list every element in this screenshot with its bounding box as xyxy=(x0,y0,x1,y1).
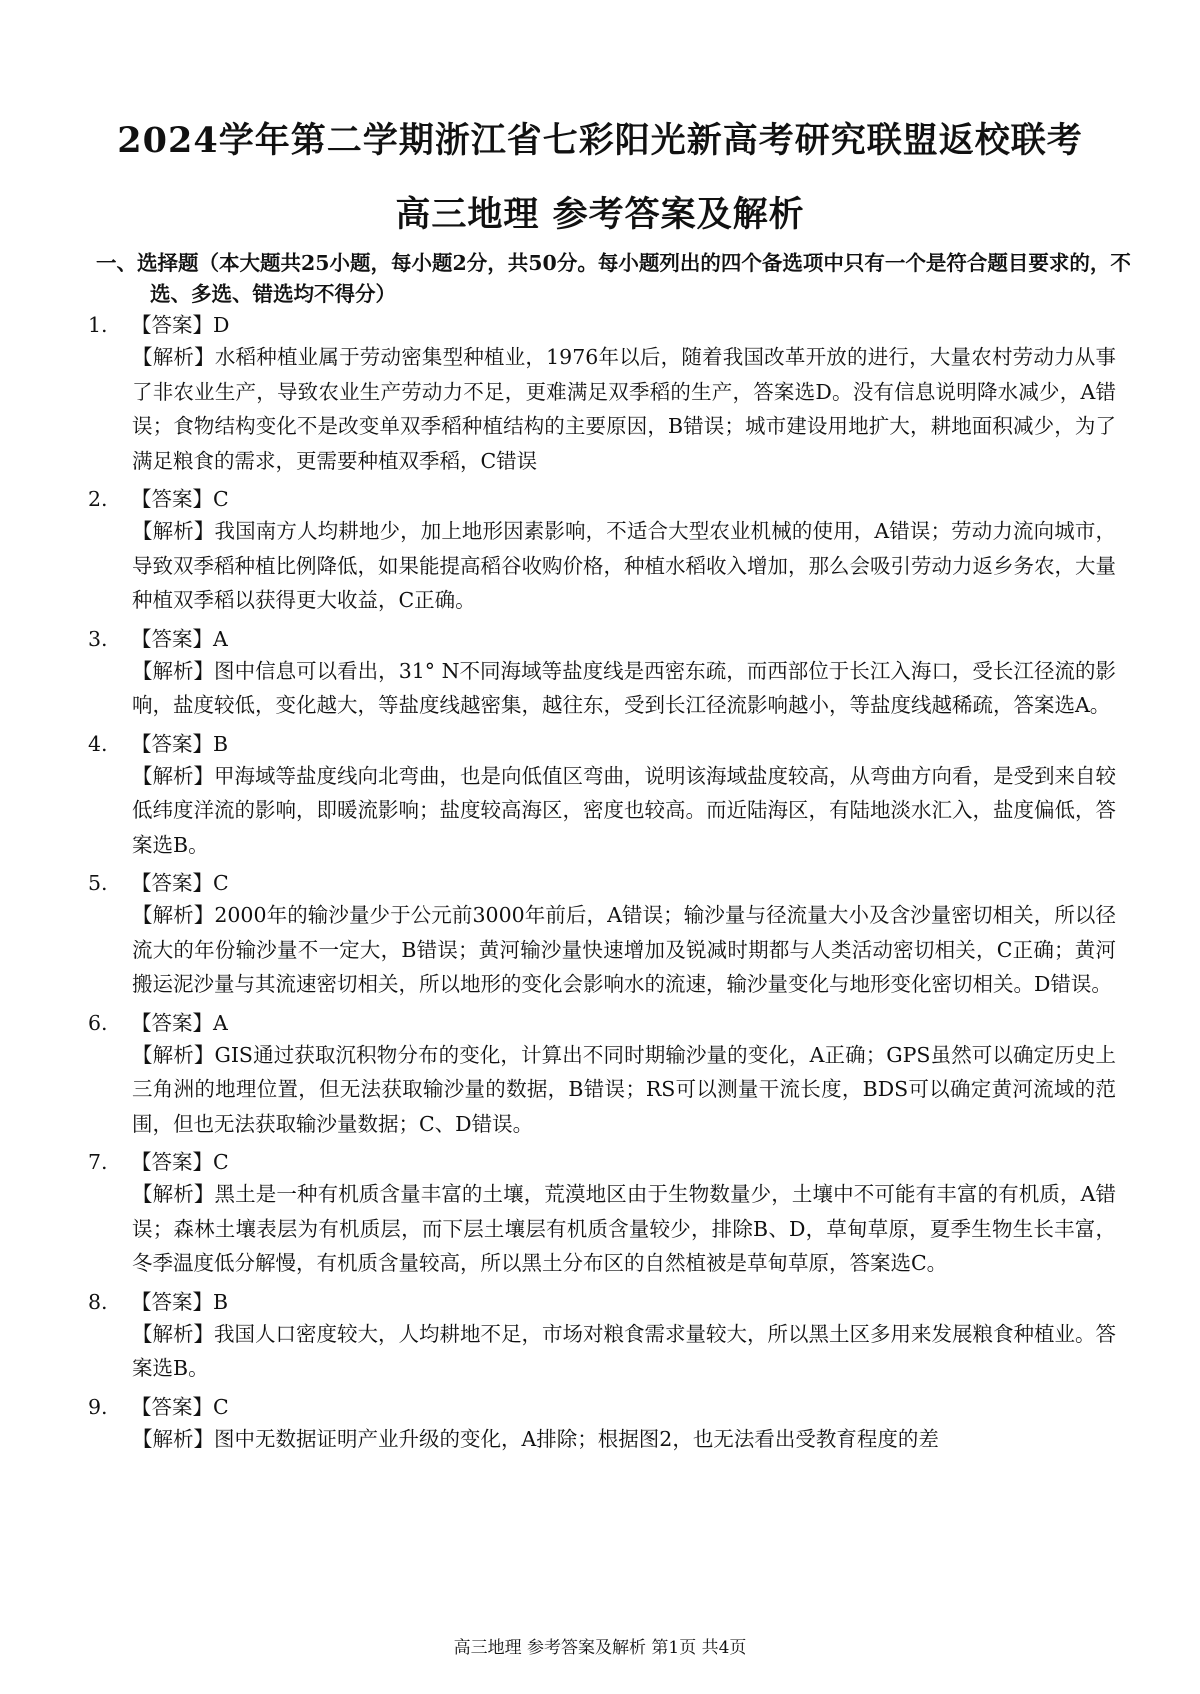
question-item xyxy=(88,729,1116,863)
page-footer: 高三地理 参考答案及解析 第1页 共4页 xyxy=(453,1638,747,1658)
answer-text: 【答案】A xyxy=(131,626,228,651)
question-item xyxy=(88,1392,1116,1457)
question-item xyxy=(88,868,1116,1002)
answer-line xyxy=(88,484,1116,514)
question-item xyxy=(88,1147,1116,1281)
page-subtitle: 高三地理 参考答案及解析 xyxy=(395,194,805,235)
question-item xyxy=(88,624,1116,723)
explanation-text: 【解析】2000年的输沙量少于公元前3000年前后，A错误；输沙量与径流量大小及含沙量密切相关，所以径流大的年份输沙量不一定大，B错误；黄河输沙量快速增加及锐减时期都与人类活动密切相关，C正确；黄河搬运泥沙量与其流速密切相关，所以地形的变化会影响水的流速，输沙量变化与地形变化密切相关。D错误。 xyxy=(132,903,1116,996)
answer-line xyxy=(88,624,1116,654)
question-number: 6. xyxy=(88,1010,108,1035)
explanation-text: 【解析】水稻种植业属于劳动密集型种植业，1976年以后，随着我国改革开放的进行，大量农村劳动力从事了非农业生产，导致农业生产劳动力不足，更难满足双季稻的生产，答案选D。没有信息说明降水减少，A错误；食物结构变化不是改变单双季稻种植结构的主要原因，B错误；城市建设用地扩大，耕地面积减少，为了满足粮食的需求，更需要种植双季稻，C错误 xyxy=(132,345,1116,473)
answer-text: 【答案】B xyxy=(131,731,229,756)
question-list xyxy=(88,310,1116,1462)
question-item xyxy=(88,1008,1116,1142)
question-number: 2. xyxy=(88,487,108,511)
answer-line xyxy=(88,1008,1116,1038)
explanation-text: 【解析】我国南方人均耕地少，加上地形因素影响，不适合大型农业机械的使用，A错误；劳动力流向城市，导致双季稻种植比例降低，如果能提高稻谷收购价格，种植水稻收入增加，那么会吸引劳动力返乡务农，大量种植双季稻以获得更大收益，C正确。 xyxy=(132,519,1116,612)
explanation-text: 【解析】图中信息可以看出，31° N不同海域等盐度线是西密东疏，而西部位于长江入海口，受长江径流的影响，盐度较低，变化越大，等盐度线越密集，越往东，受到长江径流影响越小，等盐度线越稀疏，答案选A。 xyxy=(132,658,1116,717)
answer-line xyxy=(88,1392,1116,1422)
question-number: 8. xyxy=(88,1289,108,1314)
answer-line xyxy=(88,1287,1116,1317)
explanation-text: 【解析】我国人口密度较大，人均耕地不足，市场对粮食需求量较大，所以黑土区多用来发展粮食种植业。答案选B。 xyxy=(132,1321,1116,1380)
explanation-text: 【解析】黑土是一种有机质含量丰富的土壤，荒漠地区由于生物数量少，土壤中不可能有丰富的有机质，A错误；森林土壤表层为有机质层，而下层土壤层有机质含量较少，排除B、D，草甸草原，夏季生物生长丰富，冬季温度低分解慢，有机质含量较高，所以黑土分布区的自然植被是草甸草原，答案选C。 xyxy=(132,1182,1116,1275)
question-number: 1. xyxy=(88,313,108,337)
answer-line xyxy=(88,310,1116,340)
answer-text: 【答案】C xyxy=(131,1150,229,1174)
section-heading: 一、选择题（本大题共25小题，每小题2分，共50分。每小题列出的四个备选项中只有一个是符合题目要求的，不选、多选、错选均不得分） xyxy=(96,251,1131,306)
question-item xyxy=(88,310,1116,478)
question-number: 5. xyxy=(88,871,108,895)
answer-text: 【答案】A xyxy=(131,1010,228,1035)
answer-text: 【答案】C xyxy=(131,1394,229,1419)
answer-line xyxy=(88,868,1116,898)
question-number: 7. xyxy=(88,1150,108,1174)
answer-line xyxy=(88,729,1116,759)
question-number: 9. xyxy=(88,1394,108,1419)
explanation-text: 【解析】GIS通过获取沉积物分布的变化，计算出不同时期输沙量的变化，A正确；GPS虽然可以确定历史上三角洲的地理位置，但无法获取输沙量的数据，B错误；RS可以测量干流长度，BDS可以确定黄河流域的范围，但也无法获取输沙量数据；C、D错误。 xyxy=(132,1042,1116,1136)
page-title: 2024学年第二学期浙江省七彩阳光新高考研究联盟返校联考 xyxy=(117,120,1083,161)
answer-line xyxy=(88,1147,1116,1177)
answer-text: 【答案】B xyxy=(131,1289,229,1314)
explanation-text: 【解析】甲海域等盐度线向北弯曲，也是向低值区弯曲，说明该海域盐度较高，从弯曲方向看，是受到来自较低纬度洋流的影响，即暖流影响；盐度较高海区，密度也较高。而近陆海区，有陆地淡水汇入，盐度偏低，答案选B。 xyxy=(132,763,1116,857)
explanation-text: 【解析】图中无数据证明产业升级的变化，A排除；根据图2，也无法看出受教育程度的差 xyxy=(132,1426,939,1451)
question-item xyxy=(88,1287,1116,1386)
answer-text: 【答案】C xyxy=(131,871,229,895)
question-number: 3. xyxy=(88,626,108,651)
answer-text: 【答案】D xyxy=(131,313,230,337)
answer-text: 【答案】C xyxy=(131,487,229,511)
question-item xyxy=(88,484,1116,618)
question-number: 4. xyxy=(88,731,108,756)
